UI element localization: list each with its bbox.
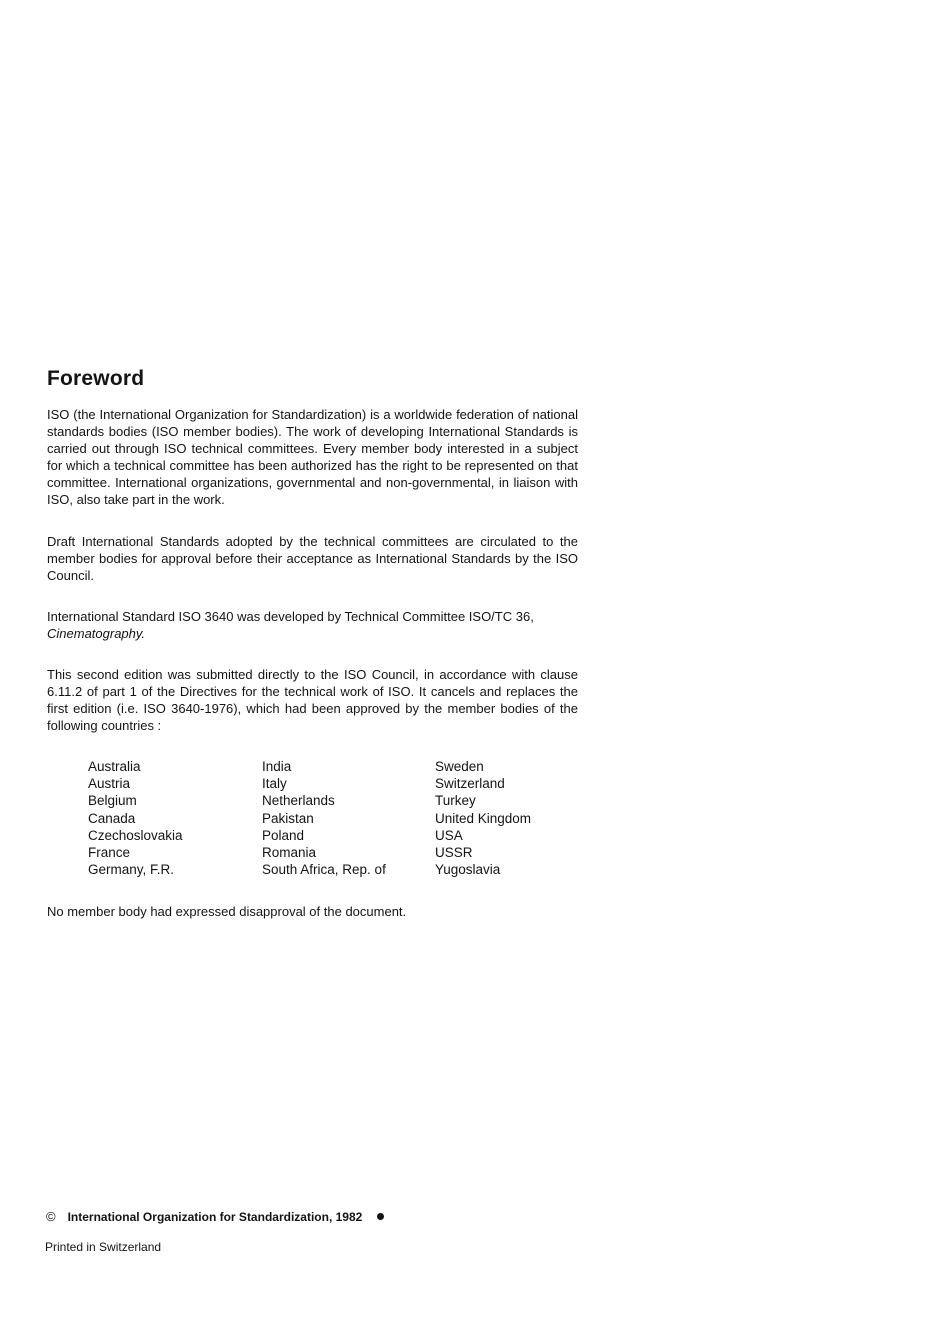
country-item: Italy <box>262 776 287 792</box>
copyright-text: International Organization for Standardization, 1982 <box>67 1209 363 1224</box>
page-title: Foreword <box>47 367 145 390</box>
country-item: Czechoslovakia <box>88 827 183 843</box>
country-item: Germany, F.R. <box>88 862 175 878</box>
paragraph-second-edition: This second edition was submitted directly to the ISO Council, in accordance with clause 6.11.2 of part 1 of the Directives for the technical work of ISO. It cancels and replaces the first edition (i.e. ISO 3640-1976), which had been approved by the member bodies of the following countries : <box>47 667 578 733</box>
country-item: India <box>262 759 292 774</box>
committee-subject: Cinematography. <box>47 626 146 641</box>
paragraph-no-disapproval: No member body had expressed disapproval of the document. <box>47 904 407 919</box>
copyright-line <box>46 1209 384 1224</box>
country-item: Netherlands <box>262 793 335 809</box>
committee-text: International Standard ISO 3640 was developed by Technical Committee ISO/TC 36, <box>47 609 534 624</box>
country-item: Sweden <box>435 759 484 774</box>
country-item: Austria <box>88 776 131 792</box>
country-item: Pakistan <box>262 810 314 826</box>
country-item: USSR <box>435 845 473 861</box>
country-item: Australia <box>88 759 141 774</box>
paragraph-iso-intro: ISO (the International Organization for Standardization) is a worldwide federation of national standards bodies (ISO member bodies). The work of developing International Standards is carried out through ISO technical committees. Every member body interested in a subject for which a technical committee has been authorized has the right to be represented on that committee. International organizations, governmental and non-governmental, in liaison with ISO, also take part in the work. <box>47 407 578 507</box>
country-item: Yugoslavia <box>435 862 501 878</box>
copyright-icon: © <box>46 1209 56 1224</box>
bullet-dot-icon <box>377 1213 384 1220</box>
paragraph-draft-standards: Draft International Standards adopted by the technical committees are circulated to the member bodies for approval before their acceptance as International Standards by the ISO Council. <box>47 534 578 583</box>
country-item: Belgium <box>88 793 137 809</box>
country-item: United Kingdom <box>435 810 532 826</box>
country-item: Romania <box>262 845 317 861</box>
country-item: USA <box>435 827 463 843</box>
country-list-column-1 <box>88 758 183 878</box>
printed-in-note: Printed in Switzerland <box>45 1240 162 1254</box>
country-item: France <box>88 845 131 861</box>
country-item: Poland <box>262 827 305 843</box>
country-item: Turkey <box>435 793 476 809</box>
country-list-column-3 <box>435 758 531 878</box>
country-item: Canada <box>88 810 136 826</box>
country-item: Switzerland <box>435 776 505 792</box>
country-list-column-2 <box>262 758 386 878</box>
country-item: South Africa, Rep. of <box>262 862 386 878</box>
paragraph-committee <box>47 608 578 642</box>
